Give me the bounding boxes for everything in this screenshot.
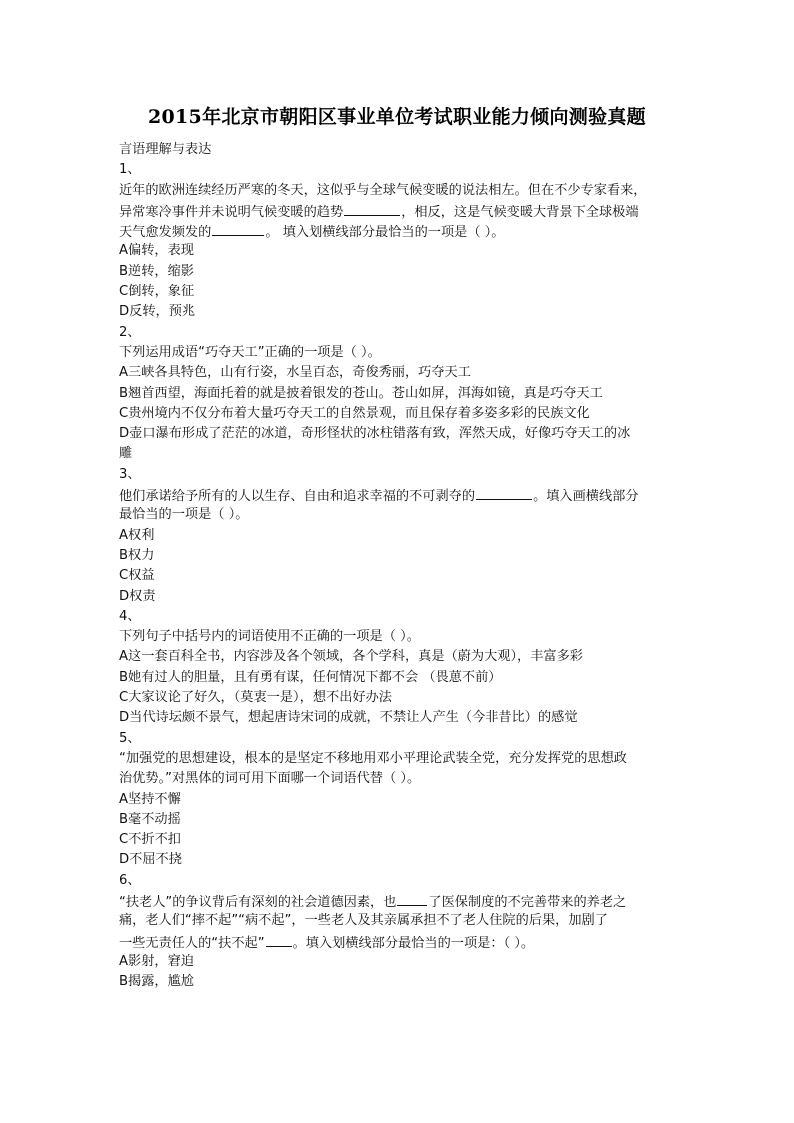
fill-blank	[476, 485, 532, 500]
answer-option: C不折不扣	[119, 832, 181, 848]
answer-option: A三峡各具特色，山有行姿，水呈百态，奇俊秀丽，巧夺天工	[119, 365, 471, 381]
question-stem-line: 近年的欧洲连续经历严寒的冬天，这似乎与全球气候变暖的说法相左。但在不少专家看来，	[119, 182, 647, 198]
question-stem-line	[119, 201, 679, 221]
answer-option: B她有过人的胆量，且有勇有谋，任何情况下都不会 （畏葸不前）	[119, 669, 502, 685]
question-number: 2、	[119, 324, 141, 340]
fill-blank	[397, 891, 427, 906]
document-body	[119, 140, 679, 992]
fill-blank	[344, 201, 400, 216]
question-stem-text: 了医保制度的不完善带来的养老之	[428, 894, 627, 910]
answer-option: A坚持不懈	[119, 791, 181, 807]
question-stem-line: “加强党的思想建设，根本的是坚定不移地用邓小平理论武装全党，充分发挥党的思想政	[119, 750, 627, 766]
question-stem-text: ，相反，这是气候变暖大背景下全球极端	[401, 204, 639, 220]
question-stem-text: 一些无责任人的“扶不起”	[119, 935, 265, 951]
answer-option: A偏转，表现	[119, 243, 194, 259]
fill-blank	[266, 932, 292, 947]
document-title: 2015年北京市朝阳区事业单位考试职业能力倾向测验真题	[148, 106, 646, 128]
answer-option: C权益	[119, 568, 155, 584]
answer-option: B揭露，尴尬	[119, 974, 194, 990]
question-stem-line	[119, 221, 679, 241]
question-stem-text: 他们承诺给予所有的人以生存、自由和追求幸福的不可剥夺的	[119, 489, 476, 505]
question-stem-text: 。填入画横线部分	[533, 489, 639, 505]
answer-option: B毫不动摇	[119, 811, 181, 827]
answer-option: A影射，窘迫	[119, 953, 194, 969]
answer-option: D权责	[119, 588, 156, 604]
question-stem-text: 异常寒冷事件并未说明气候变暖的趋势	[119, 204, 344, 220]
question-stem-line: 下列句子中括号内的词语使用不正确的一项是（ ）。	[119, 629, 420, 645]
question-number: 3、	[119, 466, 141, 482]
answer-option: D反转，预兆	[119, 304, 196, 320]
answer-option: A权利	[119, 527, 155, 543]
question-number: 4、	[119, 608, 141, 624]
answer-option: 雕	[119, 446, 133, 462]
answer-option: C倒转，象征	[119, 284, 195, 300]
question-number: 5、	[119, 730, 141, 746]
answer-option: D当代诗坛颇不景气，想起唐诗宋词的成就，不禁让人产生（今非昔比）的感觉	[119, 710, 578, 726]
answer-option: C贵州境内不仅分布着大量巧夺天工的自然景观，而且保存着多姿多彩的民族文化	[119, 405, 590, 421]
question-stem-text: 天气愈发频发的	[119, 225, 212, 241]
question-stem-text: 。填入划横线部分最恰当的一项是：（ ）。	[292, 935, 535, 951]
answer-option: B权力	[119, 547, 155, 563]
question-stem-text: “扶老人”的争议背后有深刻的社会道德因素，也	[119, 894, 397, 910]
answer-option: B翘首西望，海面托着的就是披着银发的苍山。苍山如屏，洱海如镜，真是巧夺天工	[119, 385, 603, 401]
question-stem-line: 最恰当的一项是（ ）。	[119, 507, 249, 523]
question-number: 1、	[119, 162, 141, 178]
answer-option: D壶口瀑布形成了茫茫的冰道，奇形怪状的冰柱错落有致，浑然天成，好像巧夺天工的冰	[119, 426, 631, 442]
question-stem-line	[119, 891, 679, 911]
fill-blank	[212, 221, 264, 236]
question-stem-text: 。 填入划横线部分最恰当的一项是（ ）。	[265, 225, 505, 241]
answer-option: A这一套百科全书，内容涉及各个领域，各个学科，真是（蔚为大观），丰富多彩	[119, 649, 583, 665]
question-stem-line: 痛，老人们“摔不起”“病不起”，一些老人及其亲属承担不了老人住院的后果，加剧了	[119, 913, 608, 929]
question-stem-line: 治优势。”对黑体的词可用下面哪一个词语代替（ ）。	[119, 771, 421, 787]
answer-option: D不屈不挠	[119, 852, 182, 868]
question-stem-line	[119, 485, 679, 505]
answer-option: C大家议论了好久，（莫衷一是），想不出好办法	[119, 690, 392, 706]
section-heading: 言语理解与表达	[119, 142, 212, 157]
answer-option: B逆转，缩影	[119, 263, 194, 279]
question-stem-line	[119, 932, 679, 952]
question-number: 6、	[119, 872, 141, 888]
question-stem-line: 下列运用成语“巧夺天工”正确的一项是（ ）。	[119, 344, 381, 360]
